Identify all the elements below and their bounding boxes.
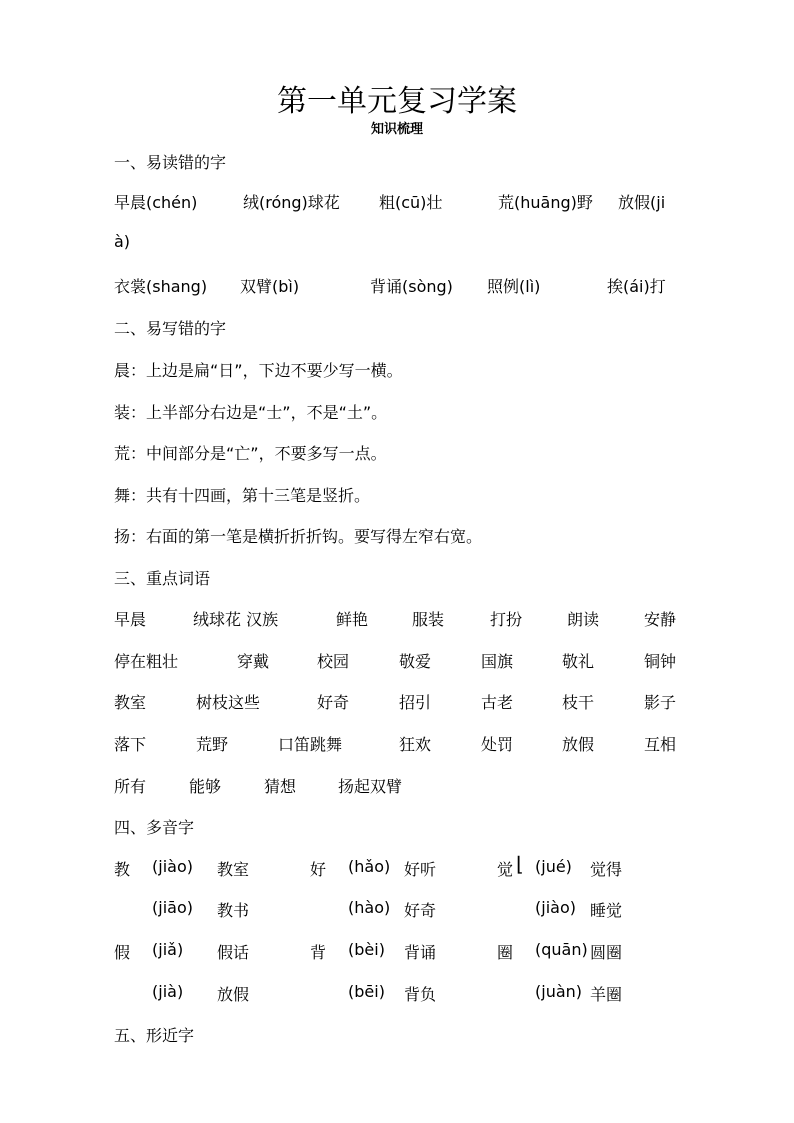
polyphone-pinyin: (jiào) <box>535 898 576 917</box>
pinyin-word: 荒(huāng)野 <box>498 193 593 212</box>
vocab-word: 朗读 <box>567 610 600 629</box>
polyphone-char: 背 <box>310 943 327 962</box>
vocab-word: 古老 <box>481 693 514 712</box>
vocab-word: 放假 <box>562 735 595 754</box>
vocab-word: 枝干 <box>562 693 595 712</box>
vocab-word: 影子 <box>644 693 677 712</box>
vocab-word: 服装 <box>412 610 445 629</box>
vocab-word: 安静 <box>644 610 677 629</box>
page-title: 第一单元复习学案 <box>277 84 517 119</box>
pinyin-word: 衣裳(shang) <box>114 277 208 296</box>
polyphone-word: 放假 <box>217 985 250 1004</box>
polyphone-char: 好 <box>310 860 327 879</box>
writing-tip: 装：上半部分右边是“士”，不是“土”。 <box>114 403 388 422</box>
writing-tip: 舞：共有十四画，第十三笔是竖折。 <box>114 486 371 505</box>
vocab-word: 鲜艳 <box>336 610 369 629</box>
section-heading-3: 三、重点词语 <box>114 569 211 588</box>
polyphone-pinyin: (jiào) <box>152 857 193 876</box>
section-heading-1: 一、易读错的字 <box>114 153 227 172</box>
polyphone-pinyin: (bèi) <box>348 940 385 959</box>
polyphone-pinyin: (jiǎ) <box>152 940 184 959</box>
vocab-word: 教室 <box>114 693 147 712</box>
pinyin-word: 绒(róng)球花 <box>243 193 340 212</box>
vocab-word: 铜钟 <box>644 652 677 671</box>
vocab-word: 扬起双臂 <box>338 777 403 796</box>
polyphone-word: 教室 <box>217 860 250 879</box>
writing-tip: 扬：右面的第一笔是横折折折钩。要写得左窄右宽。 <box>114 527 483 546</box>
vocab-word: 穿戴 <box>237 652 270 671</box>
vocab-word: 绒球花 汉族 <box>193 610 279 629</box>
polyphone-word: 好听 <box>404 860 437 879</box>
vocab-word: 校园 <box>317 652 350 671</box>
section-heading-2: 二、易写错的字 <box>114 319 227 338</box>
polyphone-pinyin: (jué) <box>535 857 572 876</box>
polyphone-char: 教 <box>114 860 131 879</box>
brace-mark: ⌊ <box>516 852 524 876</box>
section-heading-4: 四、多音字 <box>114 818 195 837</box>
polyphone-word: 假话 <box>217 943 250 962</box>
vocab-word: 荒野 <box>196 735 229 754</box>
pinyin-word: 粗(cū)壮 <box>379 193 443 212</box>
polyphone-word: 背诵 <box>404 943 437 962</box>
pinyin-word: 照例(lì) <box>487 277 541 296</box>
vocab-word: 落下 <box>114 735 147 754</box>
pinyin-word: 早晨(chén) <box>114 193 198 212</box>
writing-tip: 晨：上边是扁“日”，下边不要少写一横。 <box>114 361 403 380</box>
polyphone-word: 好奇 <box>404 901 437 920</box>
polyphone-word: 睡觉 <box>590 901 623 920</box>
pinyin-word: 双臂(bì) <box>240 277 300 296</box>
vocab-word: 早晨 <box>114 610 147 629</box>
vocab-word: 好奇 <box>317 693 350 712</box>
polyphone-pinyin: (hǎo) <box>348 857 391 876</box>
section-heading-5: 五、形近字 <box>114 1026 195 1045</box>
polyphone-char: 假 <box>114 943 131 962</box>
polyphone-pinyin: (juàn) <box>535 982 583 1001</box>
vocab-word: 处罚 <box>481 735 514 754</box>
polyphone-word: 圆圈 <box>590 943 623 962</box>
polyphone-pinyin: (bēi) <box>348 982 385 1001</box>
pinyin-word-wrap: à) <box>114 232 131 251</box>
polyphone-pinyin: (jiāo) <box>152 898 193 917</box>
polyphone-char: 圈 <box>497 943 514 962</box>
vocab-word: 狂欢 <box>399 735 432 754</box>
polyphone-word: 觉得 <box>590 860 623 879</box>
vocab-word: 敬礼 <box>562 652 595 671</box>
polyphone-word: 背负 <box>404 985 437 1004</box>
vocab-word: 猜想 <box>264 777 297 796</box>
polyphone-char: 觉 <box>497 860 514 879</box>
vocab-word: 互相 <box>644 735 677 754</box>
vocab-word: 停在粗壮 <box>114 652 179 671</box>
pinyin-word: 挨(ái)打 <box>607 277 666 296</box>
polyphone-pinyin: (hào) <box>348 898 391 917</box>
polyphone-pinyin: (jià) <box>152 982 184 1001</box>
polyphone-word: 羊圈 <box>590 985 623 1004</box>
page-subtitle: 知识梳理 <box>370 122 423 137</box>
vocab-word: 口笛跳舞 <box>278 735 343 754</box>
vocab-word: 所有 <box>114 777 147 796</box>
writing-tip: 荒：中间部分是“亡”，不要多写一点。 <box>114 444 387 463</box>
pinyin-word: 放假(ji <box>618 193 666 212</box>
pinyin-word: 背诵(sòng) <box>370 277 453 296</box>
polyphone-word: 教书 <box>217 901 250 920</box>
vocab-word: 敬爱 <box>399 652 432 671</box>
vocab-word: 国旗 <box>481 652 514 671</box>
vocab-word: 树枝这些 <box>196 693 261 712</box>
vocab-word: 招引 <box>399 693 432 712</box>
vocab-word: 打扮 <box>490 610 523 629</box>
vocab-word: 能够 <box>189 777 222 796</box>
polyphone-pinyin: (quān) <box>535 940 588 959</box>
